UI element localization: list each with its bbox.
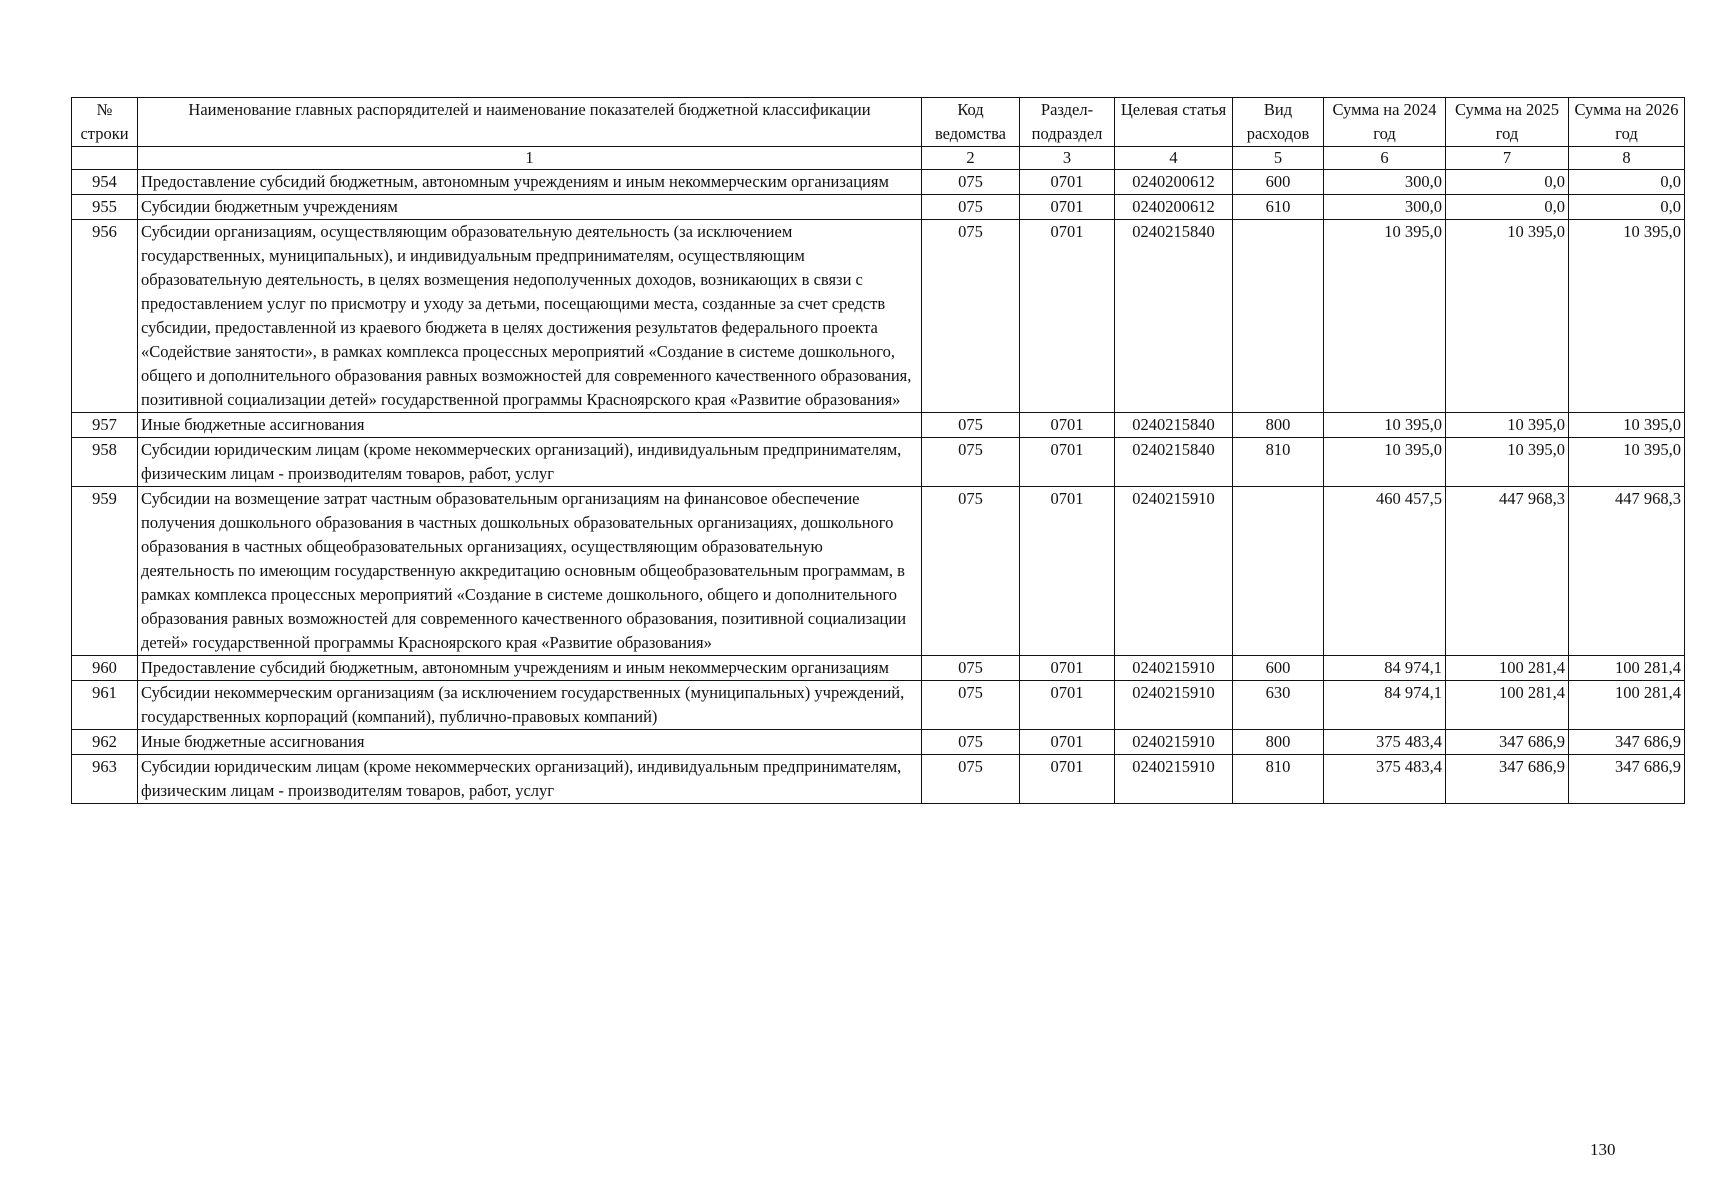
- row-target-article: 0240200612: [1115, 170, 1233, 195]
- row-target-article: 0240215840: [1115, 220, 1233, 413]
- row-number: 960: [72, 656, 138, 681]
- row-department-code: 075: [922, 170, 1020, 195]
- row-name: Субсидии юридическим лицам (кроме некоммерческих организаций), индивидуальным предпринимателям, физическим лицам - производителям товаров, работ, услуг: [138, 755, 922, 804]
- row-section: 0701: [1020, 220, 1115, 413]
- row-expense-type: [1233, 487, 1324, 656]
- column-number: 3: [1020, 147, 1115, 170]
- row-sum-2025: 10 395,0: [1446, 413, 1569, 438]
- header-row: [72, 98, 1685, 147]
- row-sum-2026: 0,0: [1569, 170, 1685, 195]
- row-sum-2025: 347 686,9: [1446, 755, 1569, 804]
- row-target-article: 0240215910: [1115, 656, 1233, 681]
- row-sum-2025: 100 281,4: [1446, 681, 1569, 730]
- table-row: [72, 438, 1685, 487]
- table-row: [72, 755, 1685, 804]
- header-target-article: Целевая статья: [1115, 98, 1233, 147]
- column-number: 2: [922, 147, 1020, 170]
- row-sum-2024: 10 395,0: [1324, 413, 1446, 438]
- row-expense-type: 600: [1233, 656, 1324, 681]
- budget-table: [71, 97, 1685, 804]
- row-sum-2025: 10 395,0: [1446, 220, 1569, 413]
- row-sum-2024: 300,0: [1324, 170, 1446, 195]
- table-row: [72, 730, 1685, 755]
- row-number: 958: [72, 438, 138, 487]
- row-section: 0701: [1020, 755, 1115, 804]
- row-expense-type: 600: [1233, 170, 1324, 195]
- row-expense-type: 610: [1233, 195, 1324, 220]
- row-target-article: 0240215910: [1115, 487, 1233, 656]
- row-target-article: 0240215840: [1115, 413, 1233, 438]
- row-expense-type: 630: [1233, 681, 1324, 730]
- row-department-code: 075: [922, 438, 1020, 487]
- header-row-number: № строки: [72, 98, 138, 147]
- row-department-code: 075: [922, 195, 1020, 220]
- row-target-article: 0240215910: [1115, 681, 1233, 730]
- column-number: [72, 147, 138, 170]
- row-sum-2026: 347 686,9: [1569, 730, 1685, 755]
- row-target-article: 0240215910: [1115, 730, 1233, 755]
- row-sum-2024: 84 974,1: [1324, 681, 1446, 730]
- row-section: 0701: [1020, 438, 1115, 487]
- row-number: 954: [72, 170, 138, 195]
- row-name: Субсидии на возмещение затрат частным образовательным организациям на финансовое обеспечение получения дошкольного образования в частных дошкольных образовательных организациях, дошкольного образования в частных общеобразовательных организациях, осуществляющим образовательную деятельность по имеющим государственную аккредитацию основным общеобразовательным программам, в рамках комплекса процессных мероприятий «Создание в системе дошкольного, общего и дополнительного образования равных возможностей для современного качественного образования, позитивной социализации детей» государственной программы Красноярского края «Развитие образования»: [138, 487, 922, 656]
- row-target-article: 0240215910: [1115, 755, 1233, 804]
- row-number: 957: [72, 413, 138, 438]
- row-sum-2026: 10 395,0: [1569, 413, 1685, 438]
- table-row: [72, 220, 1685, 413]
- row-department-code: 075: [922, 730, 1020, 755]
- table-row: [72, 681, 1685, 730]
- row-expense-type: 810: [1233, 438, 1324, 487]
- row-number: 959: [72, 487, 138, 656]
- column-number: 7: [1446, 147, 1569, 170]
- row-sum-2024: 300,0: [1324, 195, 1446, 220]
- row-sum-2026: 0,0: [1569, 195, 1685, 220]
- row-department-code: 075: [922, 220, 1020, 413]
- table-row: [72, 656, 1685, 681]
- row-sum-2026: 100 281,4: [1569, 681, 1685, 730]
- row-expense-type: 810: [1233, 755, 1324, 804]
- row-sum-2025: 0,0: [1446, 195, 1569, 220]
- column-number: 4: [1115, 147, 1233, 170]
- table-row: [72, 195, 1685, 220]
- row-name: Субсидии юридическим лицам (кроме некоммерческих организаций), индивидуальным предпринимателям, физическим лицам - производителям товаров, работ, услуг: [138, 438, 922, 487]
- row-sum-2025: 447 968,3: [1446, 487, 1569, 656]
- table-row: [72, 170, 1685, 195]
- column-number: 8: [1569, 147, 1685, 170]
- row-sum-2026: 100 281,4: [1569, 656, 1685, 681]
- row-expense-type: 800: [1233, 413, 1324, 438]
- row-section: 0701: [1020, 195, 1115, 220]
- table-row: [72, 413, 1685, 438]
- header-sum-2024: Сумма на 2024 год: [1324, 98, 1446, 147]
- row-number: 962: [72, 730, 138, 755]
- row-department-code: 075: [922, 656, 1020, 681]
- row-sum-2024: 460 457,5: [1324, 487, 1446, 656]
- row-department-code: 075: [922, 413, 1020, 438]
- column-number: 6: [1324, 147, 1446, 170]
- row-number: 956: [72, 220, 138, 413]
- row-number: 963: [72, 755, 138, 804]
- row-sum-2024: 10 395,0: [1324, 438, 1446, 487]
- row-name: Иные бюджетные ассигнования: [138, 730, 922, 755]
- page-number: 130: [1590, 1140, 1616, 1159]
- row-sum-2025: 347 686,9: [1446, 730, 1569, 755]
- row-target-article: 0240200612: [1115, 195, 1233, 220]
- row-sum-2026: 10 395,0: [1569, 438, 1685, 487]
- row-department-code: 075: [922, 755, 1020, 804]
- row-name: Иные бюджетные ассигнования: [138, 413, 922, 438]
- row-department-code: 075: [922, 487, 1020, 656]
- row-sum-2024: 375 483,4: [1324, 755, 1446, 804]
- row-sum-2024: 84 974,1: [1324, 656, 1446, 681]
- header-name: Наименование главных распорядителей и наименование показателей бюджетной классификации: [138, 98, 922, 147]
- header-expense-type: Вид расходов: [1233, 98, 1324, 147]
- row-sum-2024: 375 483,4: [1324, 730, 1446, 755]
- row-section: 0701: [1020, 487, 1115, 656]
- header-section: Раздел-подраздел: [1020, 98, 1115, 147]
- row-name: Предоставление субсидий бюджетным, автономным учреждениям и иным некоммерческим организациям: [138, 656, 922, 681]
- row-expense-type: [1233, 220, 1324, 413]
- row-name: Субсидии некоммерческим организациям (за исключением государственных (муниципальных) учреждений, государственных корпораций (компаний), публично-правовых компаний): [138, 681, 922, 730]
- row-section: 0701: [1020, 656, 1115, 681]
- table-row: [72, 487, 1685, 656]
- row-sum-2026: 10 395,0: [1569, 220, 1685, 413]
- row-name: Субсидии организациям, осуществляющим образовательную деятельность (за исключением государственных, муниципальных), и индивидуальным предпринимателям, осуществляющим образовательную деятельность, в целях возмещения недополученных доходов, возникающих в связи с предоставлением услуг по присмотру и уходу за детьми, посещающими места, созданные за счет средств субсидии, предоставленной из краевого бюджета в целях достижения результатов федерального проекта «Содействие занятости», в рамках комплекса процессных мероприятий «Создание в системе дошкольного, общего и дополнительного образования равных возможностей для современного качественного образования, позитивной социализации детей» государственной программы Красноярского края «Развитие образования»: [138, 220, 922, 413]
- row-section: 0701: [1020, 681, 1115, 730]
- column-number-row: [72, 147, 1685, 170]
- row-sum-2026: 347 686,9: [1569, 755, 1685, 804]
- row-section: 0701: [1020, 170, 1115, 195]
- row-sum-2025: 0,0: [1446, 170, 1569, 195]
- row-sum-2025: 10 395,0: [1446, 438, 1569, 487]
- row-number: 961: [72, 681, 138, 730]
- header-sum-2025: Сумма на 2025 год: [1446, 98, 1569, 147]
- row-name: Субсидии бюджетным учреждениям: [138, 195, 922, 220]
- column-number: 5: [1233, 147, 1324, 170]
- header-sum-2026: Сумма на 2026 год: [1569, 98, 1685, 147]
- row-sum-2026: 447 968,3: [1569, 487, 1685, 656]
- row-number: 955: [72, 195, 138, 220]
- row-name: Предоставление субсидий бюджетным, автономным учреждениям и иным некоммерческим организациям: [138, 170, 922, 195]
- row-section: 0701: [1020, 730, 1115, 755]
- row-target-article: 0240215840: [1115, 438, 1233, 487]
- row-department-code: 075: [922, 681, 1020, 730]
- header-department-code: Код ведомства: [922, 98, 1020, 147]
- row-section: 0701: [1020, 413, 1115, 438]
- row-sum-2025: 100 281,4: [1446, 656, 1569, 681]
- row-sum-2024: 10 395,0: [1324, 220, 1446, 413]
- row-expense-type: 800: [1233, 730, 1324, 755]
- column-number: 1: [138, 147, 922, 170]
